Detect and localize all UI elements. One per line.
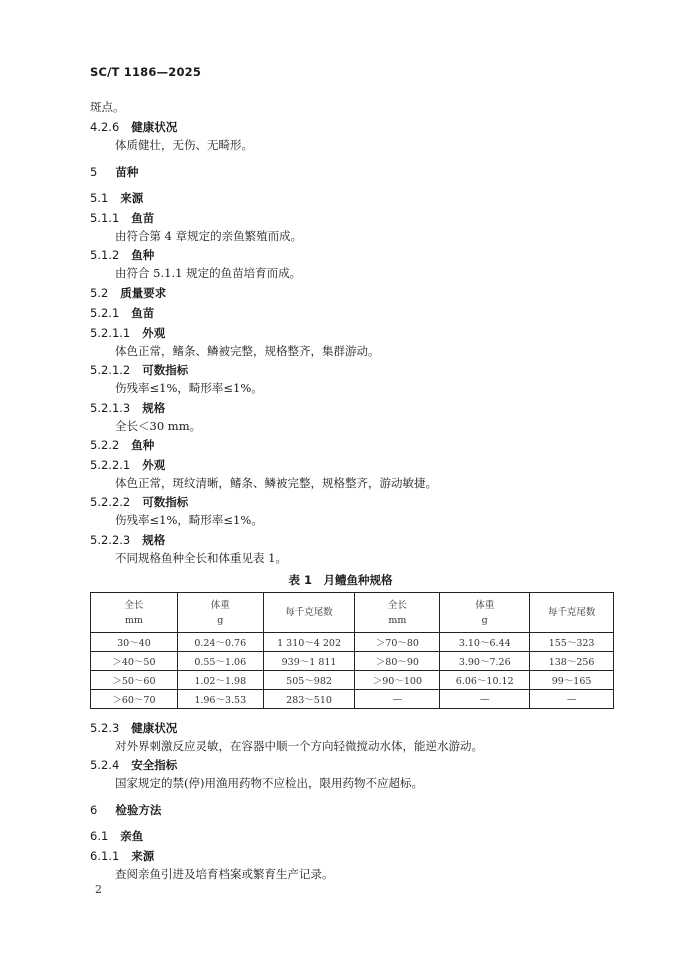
paragraph-text: 由符合第 4 章规定的亲鱼繁殖而成。 — [115, 229, 303, 243]
table-row — [91, 652, 614, 671]
section-title: 规格 — [142, 533, 166, 547]
section-heading — [90, 438, 154, 452]
section-number: 4.2.6 — [90, 120, 120, 134]
section-number: 6.1 — [90, 829, 109, 843]
page-number: 2 — [95, 883, 102, 896]
table-cell: ＞40～50 — [91, 652, 178, 671]
section-heading — [90, 533, 165, 547]
paragraph-text: 斑点。 — [90, 100, 125, 114]
section-number: 5.1.2 — [90, 248, 120, 262]
section-title: 外观 — [142, 458, 166, 472]
paragraph-text: 不同规格鱼种全长和体重见表 1。 — [115, 551, 287, 565]
section-heading — [90, 363, 188, 377]
standard-code-header: SC/T 1186—2025 — [90, 65, 202, 79]
section-title: 苗种 — [115, 165, 139, 179]
section-title: 外观 — [142, 326, 166, 340]
column-header — [177, 593, 263, 633]
section-number: 5.2.1.3 — [90, 401, 131, 415]
section-heading — [90, 306, 154, 320]
section-heading — [90, 829, 143, 843]
header-unit: g — [481, 614, 488, 626]
section-number: 5.2.4 — [90, 758, 120, 772]
section-title: 安全指标 — [131, 758, 178, 772]
table-cell: 30～40 — [91, 633, 178, 652]
section-title: 亲鱼 — [120, 829, 144, 843]
column-header — [440, 593, 530, 633]
table-cell: — — [440, 690, 530, 709]
section-heading — [90, 211, 154, 225]
header-label: 体重 — [475, 599, 495, 611]
section-number: 5.2.1.1 — [90, 326, 131, 340]
table-header-row — [91, 593, 614, 633]
paragraph-text: 体色正常，鳍条、鳞被完整，规格整齐，集群游动。 — [115, 344, 380, 358]
header-label: 全长 — [387, 599, 407, 611]
column-header — [355, 593, 440, 633]
section-heading — [90, 458, 165, 472]
table-cell: 155～323 — [530, 633, 614, 652]
section-number: 6.1.1 — [90, 849, 120, 863]
paragraph-text: 查阅亲鱼引进及培育档案或繁育生产记录。 — [115, 867, 334, 881]
section-title: 健康状况 — [131, 721, 178, 735]
section-heading — [90, 495, 188, 509]
section-title: 鱼苗 — [131, 306, 155, 320]
section-heading — [90, 120, 177, 134]
section-number: 5.2.2.1 — [90, 458, 131, 472]
paragraph-text: 国家规定的禁(停)用渔用药物不应检出，限用药物不应超标。 — [115, 776, 423, 790]
paragraph-text: 由符合 5.1.1 规定的鱼苗培育而成。 — [115, 266, 302, 280]
section-number: 5.1 — [90, 191, 109, 205]
table-cell: 99～165 — [530, 671, 614, 690]
section-heading — [90, 165, 138, 179]
table-cell: ＞60～70 — [91, 690, 178, 709]
section-number: 5.1.1 — [90, 211, 120, 225]
paragraph-text: 伤残率≤1%，畸形率≤1%。 — [115, 513, 263, 527]
table-cell: ＞50～60 — [91, 671, 178, 690]
table-caption: 表 1 月鳢鱼种规格 — [288, 573, 393, 587]
header-label: 每千克尾数 — [285, 607, 333, 618]
column-header — [263, 593, 355, 633]
section-title: 可数指标 — [142, 363, 189, 377]
column-header — [91, 593, 178, 633]
table-cell: ＞70～80 — [355, 633, 440, 652]
table-cell: 6.06～10.12 — [440, 671, 530, 690]
section-heading — [90, 803, 161, 817]
table-cell: — — [530, 690, 614, 709]
section-title: 鱼苗 — [131, 211, 155, 225]
spec-table — [90, 592, 614, 709]
section-number: 5.2.1 — [90, 306, 120, 320]
section-number: 5.2 — [90, 286, 109, 300]
table-cell: 138～256 — [530, 652, 614, 671]
paragraph-text: 伤残率≤1%，畸形率≤1%。 — [115, 381, 263, 395]
header-label: 每千克尾数 — [547, 607, 596, 618]
paragraph-text: 体色正常，斑纹清晰，鳍条、鳞被完整，规格整齐，游动敏捷。 — [115, 476, 437, 490]
section-heading — [90, 248, 154, 262]
table-row — [91, 671, 614, 690]
section-number: 5.2.3 — [90, 721, 120, 735]
section-title: 来源 — [131, 849, 155, 863]
header-unit: g — [217, 614, 224, 626]
table-row — [91, 633, 614, 652]
paragraph-text: 全长＜30 mm。 — [115, 419, 202, 433]
section-number: 6 — [90, 803, 98, 817]
section-title: 检验方法 — [115, 803, 162, 817]
section-title: 健康状况 — [131, 120, 178, 134]
section-title: 质量要求 — [120, 286, 167, 300]
table-cell: 0.55～1.06 — [177, 652, 263, 671]
table-cell: 283～510 — [263, 690, 355, 709]
table-cell: 3.90～7.26 — [440, 652, 530, 671]
table-cell: 939～1 811 — [263, 652, 355, 671]
section-number: 5 — [90, 165, 98, 179]
header-unit: mm — [388, 614, 407, 626]
header-label: 全长 — [124, 599, 144, 611]
table-row — [91, 690, 614, 709]
section-title: 鱼种 — [131, 438, 155, 452]
header-unit: mm — [124, 614, 143, 626]
section-number: 5.2.1.2 — [90, 363, 131, 377]
section-title: 可数指标 — [142, 495, 189, 509]
header-label: 体重 — [210, 599, 230, 611]
table-cell: 505～982 — [263, 671, 355, 690]
table-cell: — — [355, 690, 440, 709]
section-title: 规格 — [142, 401, 166, 415]
section-heading — [90, 191, 143, 205]
table-cell: 3.10～6.44 — [440, 633, 530, 652]
section-title: 鱼种 — [131, 248, 155, 262]
section-title: 来源 — [120, 191, 144, 205]
section-heading — [90, 401, 165, 415]
section-number: 5.2.2.3 — [90, 533, 131, 547]
section-number: 5.2.2.2 — [90, 495, 131, 509]
section-heading — [90, 326, 165, 340]
section-heading — [90, 286, 166, 300]
section-heading — [90, 721, 177, 735]
table-cell: ＞80～90 — [355, 652, 440, 671]
section-number: 5.2.2 — [90, 438, 120, 452]
table-cell: 1.96～3.53 — [177, 690, 263, 709]
table-cell: ＞90～100 — [355, 671, 440, 690]
paragraph-text: 对外界刺激反应灵敏，在容器中顺一个方向轻微搅动水体，能逆水游动。 — [115, 739, 483, 753]
table-cell: 0.24～0.76 — [177, 633, 263, 652]
table-cell: 1 310～4 202 — [263, 633, 355, 652]
column-header — [530, 593, 614, 633]
section-heading — [90, 758, 177, 772]
paragraph-text: 体质健壮，无伤、无畸形。 — [115, 138, 253, 152]
section-heading — [90, 849, 154, 863]
table-cell: 1.02～1.98 — [177, 671, 263, 690]
